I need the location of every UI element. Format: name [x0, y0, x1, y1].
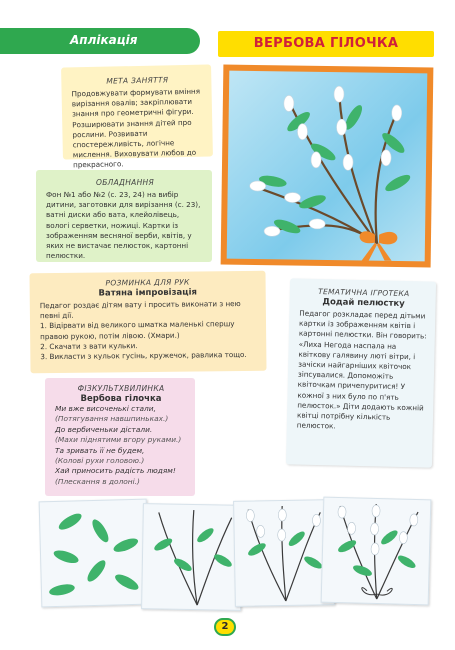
- page-title: ВЕРБОВА ГІЛОЧКА: [253, 36, 399, 51]
- step-photo-branches: [141, 503, 243, 611]
- warmup-step: 2. Скачати з вати кульки.: [40, 340, 138, 351]
- poem-note: (Махи піднятими вгору руками.): [55, 435, 182, 445]
- poem-line: Ми вже височенькі стали,: [55, 404, 156, 413]
- game-card: [286, 278, 436, 467]
- goal-text: Продовжувати формувати вміння вирізання овалів; закріплювати знання про геометричні фігури. Розширювати знання дітей про рослини. Розвивати спостережливість, логічне мислення. Виховувати любов до прекрасного.: [71, 86, 201, 170]
- poem-note: (Плескання в долоні.): [55, 476, 140, 486]
- willow-picture-frame: [221, 65, 434, 268]
- page-number: 2: [214, 618, 236, 636]
- physminute-card: [45, 378, 195, 496]
- physminute-heading: ФІЗКУЛЬТХВИЛИНКА: [77, 384, 165, 393]
- step-photo-finished: [321, 497, 432, 606]
- warmup-heading: РОЗМИНКА ДЛЯ РУК: [105, 277, 190, 288]
- poem-line: Та зривать її не будем,: [55, 445, 145, 455]
- leaves-illustration: [40, 500, 149, 607]
- warmup-card: [29, 271, 266, 373]
- title-box: [218, 31, 434, 57]
- goal-heading: МЕТА ЗАНЯТТЯ: [106, 75, 169, 86]
- willow-branch-illustration: [227, 71, 428, 262]
- equipment-card: [36, 170, 212, 262]
- warmup-intro: Педагог роздає дітям вату і просить виконати з нею певні дії.: [39, 299, 241, 321]
- step-photo-leaves: [39, 499, 150, 608]
- section-label: Аплікація: [70, 33, 138, 47]
- equipment-text: Фон №1 або №2 (с. 23, 24) на вибір дитини, заготовки для вирізання (с. 23), ватні диски або вата, клейолівець, вологі серветки, ножиці. Картки із зображенням весняної верби, квітів, у яких не вистачає пелюсток, картонні пелюстки.: [46, 190, 201, 261]
- physminute-subtitle: Вербова гілочка: [80, 394, 162, 404]
- step-photo-buds: [233, 499, 335, 607]
- branches-illustration: [142, 504, 242, 610]
- warmup-step: 1. Відірвати від великого шматка маленькі спершу правою рукою, потім лівою. (Хмари.): [39, 319, 235, 341]
- willow-picture: [227, 71, 428, 262]
- buds-illustration: [234, 500, 334, 606]
- equipment-heading: ОБЛАДНАННЯ: [96, 178, 154, 187]
- goal-card: [61, 64, 213, 170]
- game-subtitle: Додай пелюстку: [322, 297, 405, 309]
- warmup-step: 3. Викласти з кульок гусінь, кружечок, равлика тощо.: [40, 349, 247, 362]
- poem-note: (Потягування навшпиньках.): [55, 414, 169, 424]
- finished-illustration: [322, 498, 431, 605]
- game-text: Педагог розкладає перед дітьми картки із зображенням квітів і картонні пелюстки. Він говорить: «Лиха Негода наспала на квіткову галявину люті вітри, і зачіски найгарніших квіточок зіпсувалися. Допоможіть квіточкам причепуритися! У кожної з них було по п'ять пелюсток.» Діти додають кожній квітці потрібну кількість пелюсток.: [296, 308, 427, 431]
- poem-line: До вербиченьки дістали.: [55, 424, 153, 434]
- poem-line: Хай приносить радість людям!: [55, 466, 176, 476]
- poem-note: (Колові рухи головою.): [55, 456, 145, 466]
- warmup-subtitle: Ватяна імпровізація: [98, 287, 197, 299]
- game-heading: ТЕМАТИЧНА ІГРОТЕКА: [318, 287, 410, 299]
